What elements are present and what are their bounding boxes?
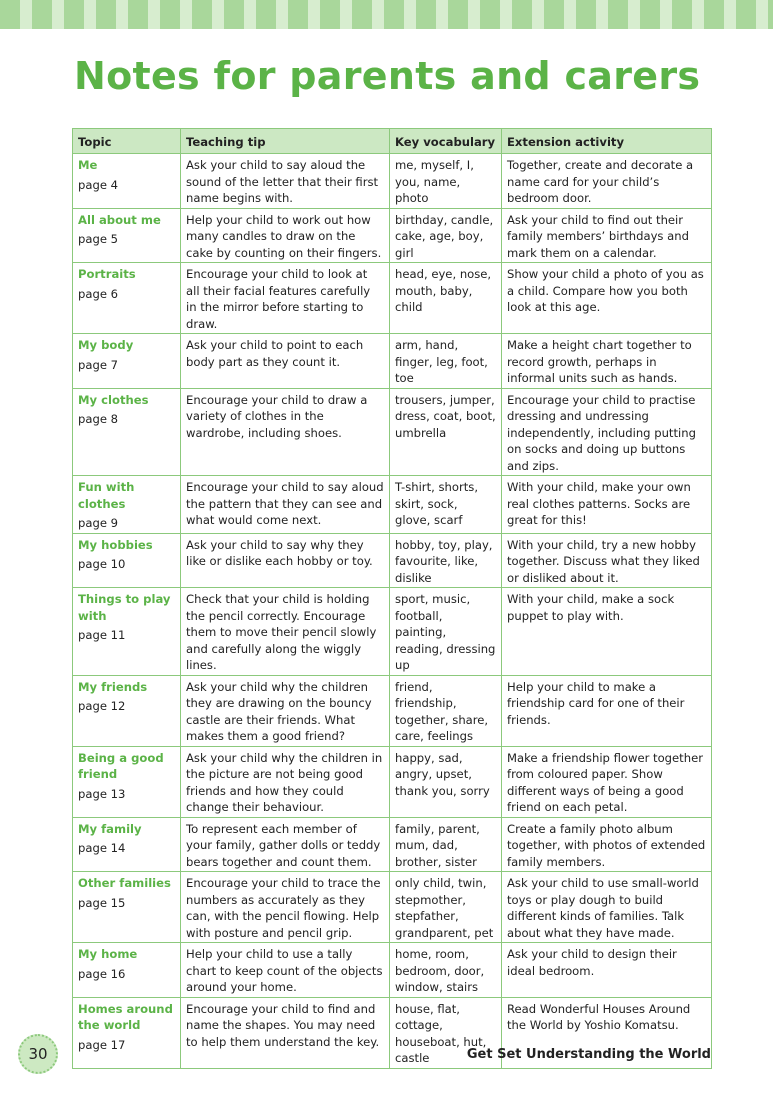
extension-activity-cell: Ask your child to use small-world toys or play dough to build different kinds of families. Talk about what they have made.	[502, 872, 712, 943]
table-row	[73, 388, 712, 476]
key-vocabulary-cell: T-shirt, shorts, skirt, sock, glove, scarf	[390, 476, 502, 534]
topic-page: page 6	[78, 286, 119, 301]
extension-activity-cell: With your child, try a new hobby together. Discuss what they liked or disliked about it.	[502, 533, 712, 588]
topic-cell	[73, 872, 181, 943]
table-row	[73, 533, 712, 588]
table-row	[73, 588, 712, 676]
teaching-tip-cell: Ask your child why the children in the picture are not being good friends and how they could change their behaviour.	[181, 746, 390, 817]
topic-name: All about me	[78, 212, 161, 227]
key-vocabulary-cell: friend, friendship, together, share, care, feelings	[390, 675, 502, 746]
header-extension-activity: Extension activity	[502, 129, 712, 154]
topic-name: My clothes	[78, 392, 149, 407]
topic-cell	[73, 263, 181, 334]
topic-page: page 15	[78, 895, 126, 910]
topic-cell	[73, 154, 181, 209]
topic-cell	[73, 817, 181, 872]
teaching-tip-cell: Ask your child to point to each body part as they count it.	[181, 334, 390, 389]
topic-name: My friends	[78, 679, 148, 694]
topic-cell	[73, 588, 181, 676]
teaching-tip-cell: Help your child to use a tally chart to keep count of the objects around your home.	[181, 943, 390, 998]
topic-page: page 9	[78, 516, 119, 530]
key-vocabulary-cell: sport, music, football, painting, reading, dressing up	[390, 588, 502, 676]
teaching-tip-cell: Encourage your child to trace the numbers as accurately as they can, with the pencil flowing. Help with posture and pencil grip.	[181, 872, 390, 943]
extension-activity-cell: Together, create and decorate a name card for your child’s bedroom door.	[502, 154, 712, 209]
extension-activity-cell: Ask your child to find out their family members’ birthdays and mark them on a calendar.	[502, 208, 712, 263]
topic-cell	[73, 388, 181, 476]
page-number-badge	[18, 1034, 58, 1074]
key-vocabulary-cell: home, room, bedroom, door, window, stairs	[390, 943, 502, 998]
table-row	[73, 263, 712, 334]
topic-name: My hobbies	[78, 537, 153, 552]
topic-cell	[73, 997, 181, 1068]
table-row	[73, 943, 712, 998]
topic-name: My family	[78, 821, 142, 836]
table-row	[73, 154, 712, 209]
table-row	[73, 675, 712, 746]
teaching-tip-cell: Encourage your child to look at all their facial features carefully in the mirror before starting to draw.	[181, 263, 390, 334]
topic-name: Other families	[78, 876, 171, 890]
extension-activity-cell: Encourage your child to practise dressing and undressing independently, including putting on socks and doing up buttons and zips.	[502, 388, 712, 476]
topic-cell	[73, 208, 181, 263]
key-vocabulary-cell: me, myself, I, you, name, photo	[390, 154, 502, 209]
key-vocabulary-cell: birthday, candle, cake, age, boy, girl	[390, 208, 502, 263]
extension-activity-cell: With your child, make a sock puppet to play with.	[502, 588, 712, 676]
header-key-vocabulary: Key vocabulary	[390, 129, 502, 154]
page-title: Notes for parents and carers	[74, 54, 701, 98]
table-row	[73, 476, 712, 534]
topic-cell	[73, 746, 181, 817]
table-row	[73, 208, 712, 263]
topic-cell	[73, 476, 181, 534]
topic-page: page 14	[78, 841, 126, 855]
key-vocabulary-cell: trousers, jumper, dress, coat, boot, umbrella	[390, 388, 502, 476]
teaching-tip-cell: Encourage your child to find and name the shapes. You may need to help them understand the key.	[181, 997, 390, 1068]
top-stripe-border	[0, 0, 773, 29]
topic-name: Me	[78, 158, 98, 172]
topic-name: My home	[78, 947, 138, 961]
table-header-row	[73, 129, 712, 154]
teaching-tip-cell: Help your child to work out how many candles to draw on the cake by counting on their fingers.	[181, 208, 390, 263]
table-body	[73, 154, 712, 1069]
extension-activity-cell: Help your child to make a friendship card for one of their friends.	[502, 675, 712, 746]
topic-name: My body	[78, 338, 134, 352]
extension-activity-cell: Make a height chart together to record growth, perhaps in informal units such as hands.	[502, 334, 712, 389]
topic-page: page 7	[78, 357, 119, 372]
topic-name: Things to play with	[78, 592, 171, 623]
topic-name: Homes around the world	[78, 1001, 173, 1032]
table-row	[73, 872, 712, 943]
key-vocabulary-cell: head, eye, nose, mouth, baby, child	[390, 263, 502, 334]
table-row	[73, 334, 712, 389]
notes-table	[72, 128, 712, 1069]
teaching-tip-cell: Ask your child why the children they are drawing on the bouncy castle are their friends. What makes them a good friend?	[181, 675, 390, 746]
topic-page: page 12	[78, 699, 126, 713]
page-number: 30	[28, 1045, 48, 1063]
header-teaching-tip: Teaching tip	[181, 129, 390, 154]
table-row	[73, 746, 712, 817]
extension-activity-cell: Make a friendship flower together from coloured paper. Show different ways of being a good friend on each petal.	[502, 746, 712, 817]
header-topic: Topic	[73, 129, 181, 154]
teaching-tip-cell: Check that your child is holding the pencil correctly. Encourage them to move their pencil slowly and carefully along the wiggly lines.	[181, 588, 390, 676]
extension-activity-cell: Ask your child to design their ideal bedroom.	[502, 943, 712, 998]
extension-activity-cell: With your child, make your own real clothes patterns. Socks are great for this!	[502, 476, 712, 534]
topic-name: Portraits	[78, 267, 136, 281]
extension-activity-cell: Show your child a photo of you as a child. Compare how you both look at this age.	[502, 263, 712, 334]
topic-page: page 16	[78, 966, 126, 981]
extension-activity-cell: Read Wonderful Houses Around the World by Yoshio Komatsu.	[502, 997, 712, 1068]
topic-page: page 4	[78, 177, 119, 192]
topic-page: page 11	[78, 628, 126, 642]
key-vocabulary-cell: house, flat, cottage, houseboat, hut, castle	[390, 997, 502, 1068]
table-row	[73, 817, 712, 872]
teaching-tip-cell: Ask your child to say why they like or dislike each hobby or toy.	[181, 533, 390, 588]
topic-page: page 17	[78, 1037, 126, 1052]
teaching-tip-cell: Encourage your child to say aloud the pattern that they can see and what would come next.	[181, 476, 390, 534]
teaching-tip-cell: Encourage your child to draw a variety of clothes in the wardrobe, including shoes.	[181, 388, 390, 476]
topic-name: Fun with clothes	[78, 480, 135, 511]
key-vocabulary-cell: family, parent, mum, dad, brother, sister	[390, 817, 502, 872]
book-title: Get Set Understanding the World	[466, 1047, 711, 1062]
key-vocabulary-cell: only child, twin, stepmother, stepfather, grandparent, pet	[390, 872, 502, 943]
topic-cell	[73, 943, 181, 998]
key-vocabulary-cell: arm, hand, finger, leg, foot, toe	[390, 334, 502, 389]
key-vocabulary-cell: happy, sad, angry, upset, thank you, sorry	[390, 746, 502, 817]
topic-page: page 13	[78, 786, 126, 801]
extension-activity-cell: Create a family photo album together, with photos of extended family members.	[502, 817, 712, 872]
teaching-tip-cell: To represent each member of your family, gather dolls or teddy bears together and count them.	[181, 817, 390, 872]
key-vocabulary-cell: hobby, toy, play, favourite, like, dislike	[390, 533, 502, 588]
topic-cell	[73, 533, 181, 588]
topic-page: page 5	[78, 232, 119, 246]
topic-cell	[73, 334, 181, 389]
topic-name: Being a good friend	[78, 750, 164, 781]
topic-cell	[73, 675, 181, 746]
topic-page: page 10	[78, 557, 126, 571]
topic-page: page 8	[78, 412, 119, 426]
teaching-tip-cell: Ask your child to say aloud the sound of the letter that their first name begins with.	[181, 154, 390, 209]
